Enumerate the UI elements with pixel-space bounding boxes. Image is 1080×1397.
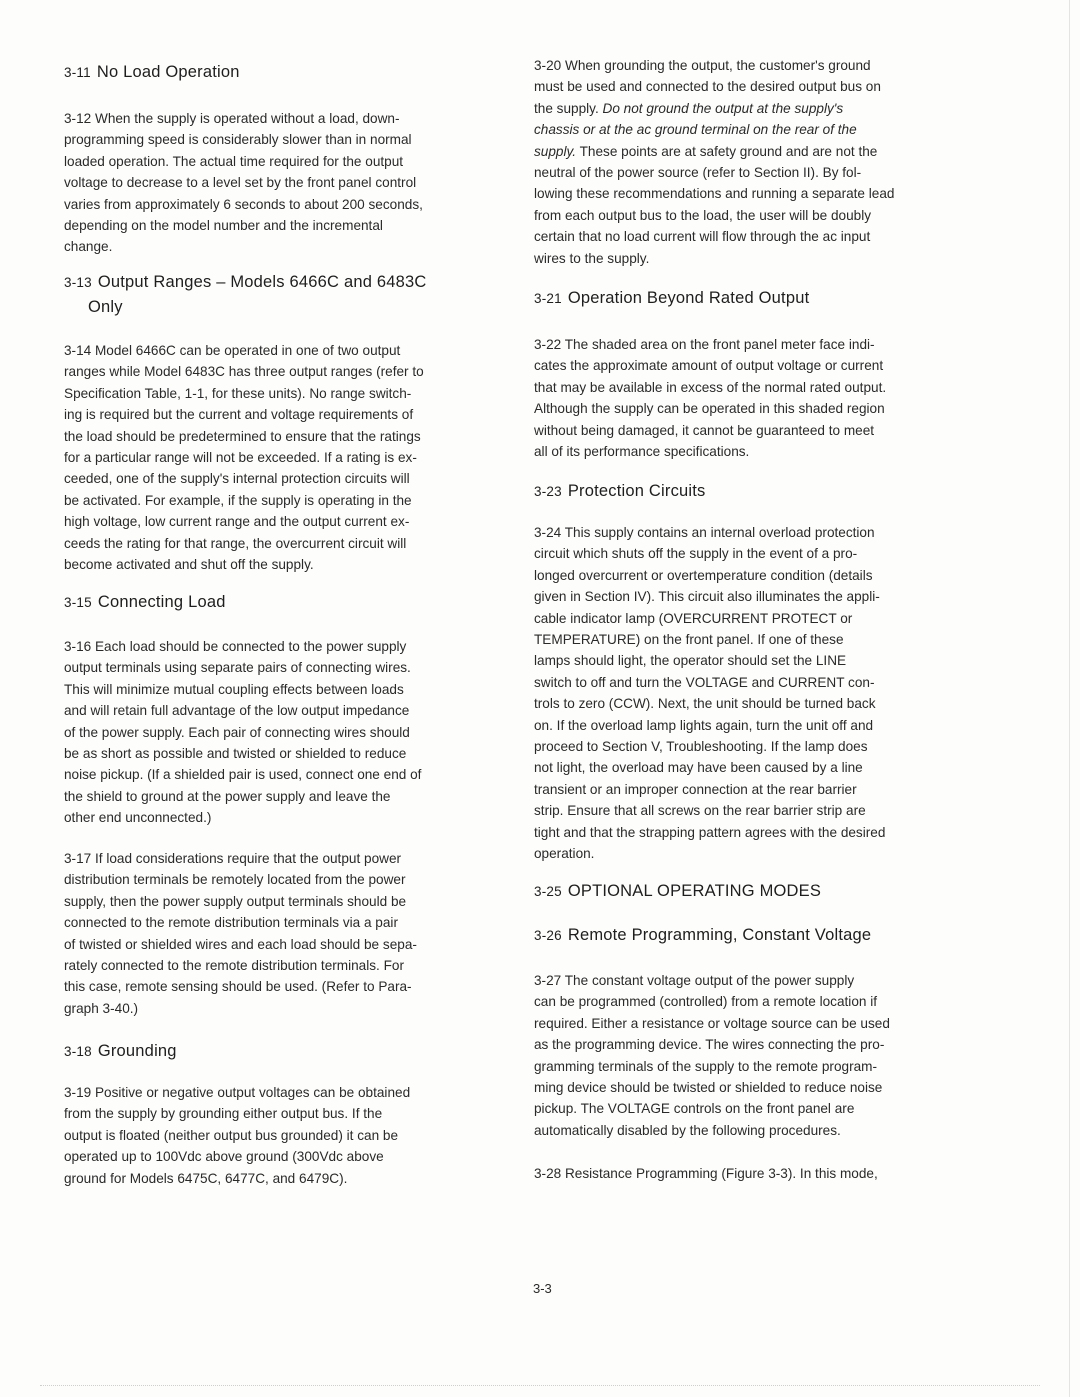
text-line: from each output bus to the load, the user will be doubly [534, 207, 872, 223]
text-line: not light, the overload may have been caused by a line [534, 760, 863, 776]
text-line: tight and that the strapping pattern agrees with the desired [534, 824, 886, 840]
emphasis-text: chassis or at the ac ground terminal on the rear of the [534, 122, 857, 138]
text-line: the shield to ground at the power supply and leave the [64, 788, 391, 804]
emphasis-text: supply. [534, 143, 577, 159]
section-title: No Load Operation [96, 63, 240, 81]
text-line: noise pickup. (If a shielded pair is used, connect one end of [64, 767, 422, 783]
scan-bottom-edge [40, 1385, 1040, 1386]
text-line: 3-28 Resistance Programming (Figure 3-3). In this mode, [534, 1166, 878, 1181]
page-number: 3-3 [533, 1281, 552, 1296]
text-line: varies from approximately 6 seconds to about 200 seconds, [64, 196, 423, 212]
section-title: Operation Beyond Rated Output [567, 289, 810, 307]
text-line [534, 98, 974, 119]
section-title-continued: Only [88, 298, 123, 316]
paragraph [534, 55, 974, 269]
section-number: 3-26 [534, 928, 562, 943]
text-line: must be used and connected to the desired output bus on [534, 79, 881, 95]
text-line: circuit which shuts off the supply in the event of a pro- [534, 546, 858, 562]
scan-edge [1069, 0, 1070, 1397]
section-title: Output Ranges – Models 6466C and 6483C [97, 273, 427, 291]
section-title: Connecting Load [97, 593, 226, 611]
text-line: from the supply by grounding either output bus. If the [64, 1106, 383, 1122]
text-line: 3-22 The shaded area on the front panel meter face indi- [534, 337, 875, 352]
section-number: 3-25 [534, 884, 562, 899]
paragraph [64, 108, 504, 258]
text-line: 3-12 When the supply is operated without a load, down- [64, 111, 400, 126]
text-line: This will minimize mutual coupling effects between loads [64, 681, 404, 697]
section-number: 3-23 [534, 484, 562, 499]
text-line: graph 3-40.) [64, 1000, 139, 1016]
paragraph [534, 1163, 974, 1184]
section-heading [64, 273, 504, 317]
text-line: other end unconnected.) [64, 810, 212, 826]
section-heading [64, 1042, 504, 1061]
section-number: 3-18 [64, 1044, 92, 1059]
text-line: of twisted or shielded wires and each load should be sepa- [64, 936, 417, 952]
text-line: the load should be predetermined to ensure that the ratings [64, 428, 421, 444]
section-heading [64, 593, 504, 612]
text-line: high voltage, low current range and the output current ex- [64, 514, 410, 530]
section-number: 3-21 [534, 291, 562, 306]
text-line: trols to zero (CCW). Next, the unit should be turned back [534, 696, 876, 712]
text-line: 3-17 If load considerations require that the output power [64, 851, 402, 866]
text-line: this case, remote sensing should be used. (Refer to Para- [64, 979, 412, 995]
text-line: be as short as possible and twisted or shielded to reduce [64, 746, 407, 762]
text-line: ing is required but the current and voltage requirements of [64, 407, 414, 423]
text-line: wires to the supply. [534, 250, 650, 266]
section-number: 3-15 [64, 595, 92, 610]
text-segment: the supply. [534, 100, 603, 116]
section-heading [534, 926, 974, 945]
text-line: longed overcurrent or overtemperature condition (details [534, 567, 873, 583]
text-line: lowing these recommendations and running a separate lead [534, 186, 895, 202]
text-line: distribution terminals be remotely located from the power [64, 872, 406, 888]
text-line: of the power supply. Each pair of connecting wires should [64, 724, 410, 740]
paragraph [534, 334, 974, 462]
text-line: ceeded, one of the supply's internal protection circuits will [64, 471, 410, 487]
text-line: TEMPERATURE) on the front panel. If one of these [534, 632, 844, 648]
text-line: neutral of the power source (refer to Section II). By fol- [534, 165, 862, 181]
text-line: ceeds the rating for that range, the overcurrent circuit will [64, 535, 407, 551]
text-line: cates the approximate amount of output voltage or current [534, 358, 884, 374]
section-title: Remote Programming, Constant Voltage [567, 926, 872, 944]
paragraph [64, 1082, 504, 1189]
text-line: 3-27 The constant voltage output of the power supply [534, 973, 855, 988]
text-line: rately connected to the remote distribution terminals. For [64, 958, 405, 974]
text-line: voltage to decrease to a level set by the front panel control [64, 175, 417, 191]
text-line: be activated. For example, if the supply is operating in the [64, 492, 412, 508]
text-line: operation. [534, 846, 595, 862]
emphasis-text: Do not ground the output at the supply's [602, 100, 844, 116]
text-line: required. Either a resistance or voltage source can be used [534, 1015, 890, 1031]
text-line: certain that no load current will flow through the ac input [534, 229, 871, 245]
text-line: change. [64, 239, 113, 255]
text-line: 3-16 Each load should be connected to the power supply [64, 639, 407, 654]
text-line: become activated and shut off the supply. [64, 557, 314, 573]
text-line: ming device should be twisted or shielded to reduce noise [534, 1080, 883, 1096]
paragraph [64, 636, 504, 829]
section-heading [534, 882, 974, 901]
text-line: and will retain full advantage of the low output impedance [64, 703, 410, 719]
text-line: pickup. The VOLTAGE controls on the front panel are [534, 1101, 855, 1117]
text-line: strip. Ensure that all screws on the rear barrier strip are [534, 803, 866, 819]
text-line: all of its performance specifications. [534, 444, 750, 460]
text-line: 3-20 When grounding the output, the customer's ground [534, 58, 871, 73]
text-line: as the programming device. The wires connecting the pro- [534, 1037, 885, 1053]
text-line: lamps should light, the operator should set the LINE [534, 653, 847, 669]
text-line: without being damaged, it cannot be guaranteed to meet [534, 422, 875, 438]
text-line: 3-24 This supply contains an internal overload protection [534, 525, 875, 540]
section-heading [534, 482, 974, 501]
paragraph [534, 522, 974, 865]
text-line [534, 141, 974, 162]
text-line: programming speed is considerably slower than in normal [64, 132, 412, 148]
text-line: on. If the overload lamp lights again, turn the unit off and [534, 717, 874, 733]
paragraph [534, 970, 974, 1141]
paragraph [64, 340, 504, 575]
text-line: supply, then the power supply output terminals should be [64, 893, 407, 909]
text-line: depending on the model number and the incremental [64, 218, 383, 234]
text-line: cable indicator lamp (OVERCURRENT PROTECT or [534, 610, 853, 626]
text-line: loaded operation. The actual time required for the output [64, 153, 404, 169]
section-title: Protection Circuits [567, 482, 706, 500]
text-line [534, 119, 974, 140]
text-line: Although the supply can be operated in this shaded region [534, 401, 885, 417]
text-line: proceed to Section V, Troubleshooting. If the lamp does [534, 739, 868, 755]
section-number: 3-11 [64, 65, 91, 80]
section-title: OPTIONAL OPERATING MODES [567, 882, 822, 900]
text-line: switch to off and turn the VOLTAGE and CURRENT con- [534, 674, 875, 690]
text-line: gramming terminals of the supply to the remote program- [534, 1058, 878, 1074]
section-heading [64, 63, 504, 82]
text-line: for a particular range will not be exceeded. If a rating is ex- [64, 450, 417, 466]
section-number: 3-13 [64, 275, 92, 290]
text-line: connected to the remote distribution terminals via a pair [64, 915, 398, 931]
text-line: 3-19 Positive or negative output voltages can be obtained [64, 1085, 411, 1100]
text-line: operated up to 100Vdc above ground (300Vdc above [64, 1149, 384, 1165]
text-line: Specification Table, 1-1, for these units). No range switch- [64, 385, 412, 401]
text-line: automatically disabled by the following procedures. [534, 1122, 841, 1138]
section-title: Grounding [97, 1042, 177, 1060]
text-line: transient or an improper connection at the rear barrier [534, 781, 857, 797]
section-heading [534, 289, 974, 308]
text-line: can be programmed (controlled) from a remote location if [534, 994, 878, 1010]
text-line: given in Section IV). This circuit also illuminates the appli- [534, 589, 880, 605]
text-line: ground for Models 6475C, 6477C, and 6479C). [64, 1170, 348, 1186]
text-line: output is floated (neither output bus grounded) it can be [64, 1127, 399, 1143]
text-segment: These points are at safety ground and are not the [576, 143, 878, 159]
text-line: ranges while Model 6483C has three output ranges (refer to [64, 364, 424, 380]
text-line: output terminals using separate pairs of connecting wires. [64, 660, 411, 676]
paragraph [64, 848, 504, 1019]
text-line: 3-14 Model 6466C can be operated in one of two output [64, 343, 401, 358]
text-line: that may be available in excess of the normal rated output. [534, 379, 887, 395]
